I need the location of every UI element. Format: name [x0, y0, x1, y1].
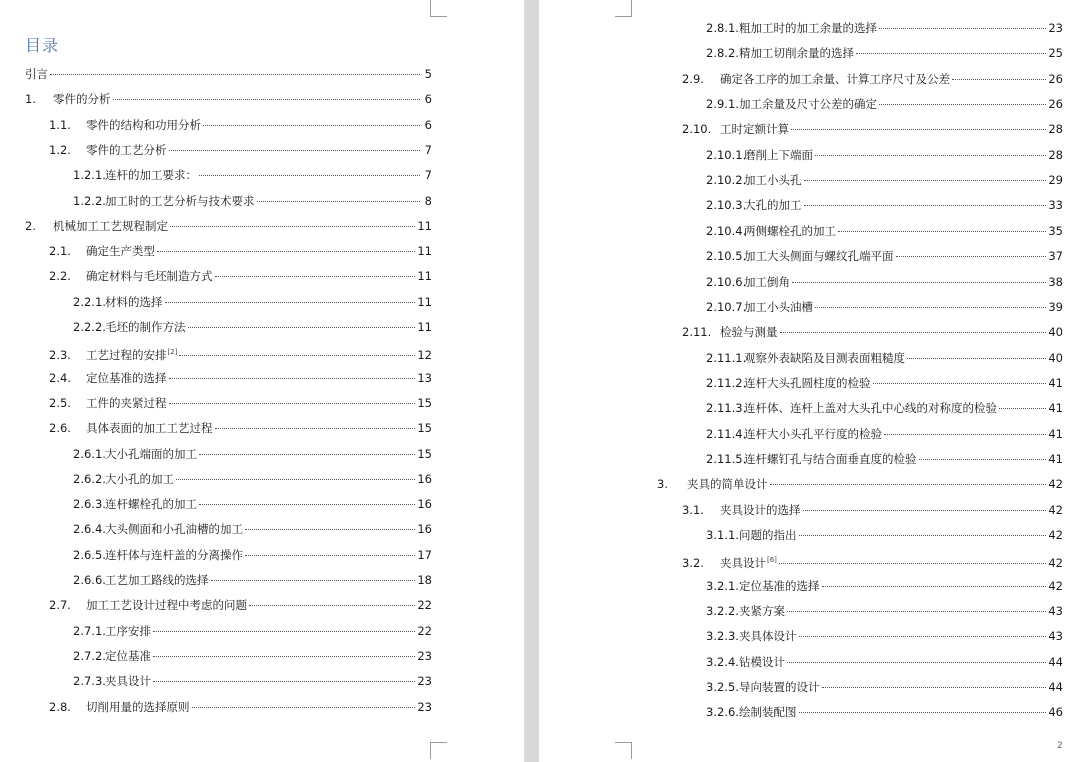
- toc-entry[interactable]: [682, 70, 1063, 88]
- dot-leader: [188, 326, 416, 328]
- crop-mark: [430, 0, 447, 17]
- dot-leader: [804, 204, 1047, 206]
- dot-leader: [815, 306, 1046, 308]
- toc-entry-number: 2.6.: [49, 421, 71, 436]
- toc-entry[interactable]: [49, 267, 432, 285]
- dot-leader: [113, 98, 421, 100]
- toc-entry-number: 2.11.: [682, 325, 712, 340]
- toc-entry-page-number: 22: [417, 623, 432, 638]
- toc-entry-page-number: 7: [424, 142, 432, 157]
- page-number: 2: [1057, 741, 1063, 751]
- toc-entry[interactable]: [73, 166, 432, 184]
- toc-entry[interactable]: [706, 349, 1063, 367]
- toc-entry-number: 2.4.: [49, 370, 71, 385]
- toc-entry[interactable]: [706, 374, 1063, 392]
- toc-entry-number: 2.2.: [49, 269, 71, 284]
- toc-entry-title: 两侧螺栓孔的加工: [744, 223, 836, 238]
- toc-entry[interactable]: [25, 65, 432, 83]
- toc-entry-title: 导向装置的设计: [739, 680, 820, 695]
- toc-entry-number: 1.1.: [49, 117, 71, 132]
- toc-entry-page-number: 22: [417, 598, 432, 613]
- toc-entry-number: 2.11.4.: [706, 426, 747, 441]
- toc-entry-number: 3.: [657, 477, 668, 492]
- toc-entry-page-number: 15: [417, 421, 432, 436]
- toc-entry-page-number: 15: [417, 446, 432, 461]
- toc-entry-number: 2.10.5.: [706, 249, 747, 264]
- toc-entry-title: 大头侧面和小孔油槽的加工: [105, 522, 243, 537]
- dot-leader: [856, 52, 1046, 54]
- toc-entry-page-number: 25: [1048, 46, 1063, 61]
- toc-entry[interactable]: [706, 273, 1063, 291]
- dot-leader: [199, 453, 415, 455]
- toc-entry[interactable]: [706, 526, 1063, 544]
- toc-entry-number: 3.1.1.: [706, 528, 739, 542]
- toc-entry-number: 2.10.6.: [706, 274, 747, 289]
- toc-entry-page-number: 43: [1048, 629, 1063, 644]
- citation-marker: [6]: [767, 556, 777, 565]
- toc-entry-title: 问题的指出: [739, 528, 797, 542]
- dot-leader: [165, 301, 416, 303]
- toc-entry-title: 引言: [25, 67, 48, 81]
- toc-entry-number: 2.11.3.: [706, 401, 747, 416]
- toc-entry-title: 磨削上下端面: [744, 147, 813, 162]
- dot-leader: [804, 179, 1047, 181]
- toc-entry-page-number: 11: [417, 294, 432, 309]
- toc-entry-number: 2.8.: [49, 699, 71, 714]
- toc-entry-page-number: 16: [417, 471, 432, 486]
- toc-entry-page-number: 6: [424, 117, 432, 132]
- toc-entry-number: 3.2.5.: [706, 680, 739, 695]
- dot-leader: [169, 402, 416, 404]
- toc-entry-number: 1.2.: [49, 142, 71, 157]
- toc-entry-title: 加工工艺设计过程中考虑的问题: [86, 598, 247, 613]
- toc-entry-page-number: 40: [1048, 350, 1063, 365]
- dot-leader: [780, 331, 1047, 333]
- toc-entry-number: 2.: [25, 218, 36, 233]
- toc-entry-number: 2.10.4.: [706, 223, 747, 238]
- toc-entry[interactable]: [706, 222, 1063, 240]
- toc-entry-title: 机械加工工艺规程制定: [53, 218, 168, 233]
- toc-entry-page-number: 33: [1048, 198, 1063, 213]
- toc-entry-number: 2.1.: [49, 244, 71, 259]
- dot-leader: [203, 124, 420, 126]
- toc-entry-title: 绘制装配图: [739, 705, 797, 720]
- toc-entry-title: 加工小头油槽: [744, 299, 813, 314]
- toc-entry-page-number: 43: [1048, 604, 1063, 619]
- toc-entry-page-number: 11: [417, 244, 432, 259]
- toc-entry-page-number: 39: [1048, 299, 1063, 314]
- toc-entry[interactable]: [73, 445, 432, 463]
- toc-entry-title: 材料的选择: [105, 294, 163, 309]
- dot-leader: [245, 528, 415, 530]
- toc-entry[interactable]: [25, 217, 432, 235]
- toc-entry-page-number: 42: [1048, 528, 1063, 542]
- dot-leader: [799, 635, 1047, 637]
- toc-entry-number: 2.8.1.: [706, 21, 739, 35]
- toc-entry[interactable]: [73, 647, 432, 665]
- toc-entry[interactable]: [657, 475, 1063, 493]
- toc-entry[interactable]: [73, 470, 432, 488]
- toc-entry-title: 工序安排: [105, 623, 151, 638]
- toc-entry-number: 3.2.6.: [706, 705, 739, 720]
- toc-entry[interactable]: [49, 419, 432, 437]
- toc-entry-title: 夹具设计的选择: [720, 502, 801, 517]
- toc-entry-title: 钻模设计: [739, 654, 785, 669]
- dot-leader: [799, 711, 1047, 713]
- crop-mark: [430, 742, 447, 759]
- toc-entry-number: 2.6.4.: [73, 522, 106, 537]
- toc-entry-page-number: 41: [1048, 426, 1063, 441]
- citation-marker: [2]: [167, 348, 178, 357]
- toc-entry-title: 零件的工艺分析: [86, 142, 167, 157]
- dot-leader: [215, 275, 416, 277]
- dot-leader: [179, 354, 415, 356]
- dot-leader: [879, 103, 1046, 105]
- toc-entry-page-number: 23: [1048, 21, 1063, 35]
- toc-entry-number: 2.11.5.: [706, 451, 747, 466]
- toc-entry[interactable]: [706, 19, 1063, 37]
- toc-entry-page-number: 26: [1048, 71, 1063, 86]
- toc-entry[interactable]: [682, 501, 1063, 519]
- toc-entry-title: 工件的夹紧过程: [86, 395, 167, 410]
- toc-entry-number: 1.: [25, 92, 36, 107]
- dot-leader: [199, 503, 415, 505]
- toc-entry-title: 连杆体、连杆上盖对大头孔中心线的对称度的检验: [744, 401, 997, 416]
- toc-entry-title: 确定生产类型: [86, 244, 155, 259]
- dot-leader: [157, 250, 415, 252]
- dot-leader: [822, 686, 1047, 688]
- toc-entry-number: 2.6.6.: [73, 573, 106, 587]
- toc-entry-page-number: 5: [424, 67, 432, 81]
- toc-entry[interactable]: [49, 698, 432, 716]
- toc-entry[interactable]: [49, 242, 432, 260]
- toc-entry-number: 2.11.1.: [706, 350, 747, 365]
- toc-entry-title: 零件的结构和功用分析: [86, 117, 201, 132]
- toc-entry-page-number: 28: [1048, 122, 1063, 137]
- toc-entry[interactable]: [706, 577, 1063, 595]
- toc-entry-number: 3.2.: [682, 556, 704, 571]
- toc-entry[interactable]: [73, 520, 432, 538]
- dot-leader: [169, 149, 421, 151]
- toc-entry-page-number: 42: [1048, 578, 1063, 593]
- toc-entry-number: 2.6.2.: [73, 471, 106, 486]
- toc-entry[interactable]: [73, 571, 432, 589]
- dot-leader: [199, 174, 420, 176]
- toc-entry[interactable]: [706, 247, 1063, 265]
- dot-leader: [919, 458, 1047, 460]
- toc-entry[interactable]: [682, 551, 1063, 569]
- toc-entry[interactable]: [706, 450, 1063, 468]
- toc-entry-title: 工艺加工路线的选择: [105, 573, 209, 587]
- toc-entry-title: 零件的分析: [53, 92, 111, 107]
- toc-entry-page-number: 11: [417, 269, 432, 284]
- toc-entry-page-number: 44: [1048, 680, 1063, 695]
- toc-entry-page-number: 44: [1048, 654, 1063, 669]
- toc-entry-number: 2.3.: [49, 348, 71, 363]
- toc-entry-number: 2.2.1.: [73, 294, 106, 309]
- dot-leader: [791, 128, 1046, 130]
- toc-entry-title: 加工时的工艺分析与技术要求: [105, 193, 255, 208]
- toc-entry-number: 2.11.2.: [706, 375, 747, 390]
- toc-entry-number: 2.6.1.: [73, 446, 106, 461]
- toc-entry[interactable]: [25, 90, 432, 108]
- toc-entry[interactable]: [682, 120, 1063, 138]
- toc-entry-number: 1.2.2.: [73, 193, 106, 208]
- toc-entry-number: 3.2.2.: [706, 604, 739, 619]
- toc-entry-title: 夹具设计: [105, 674, 151, 689]
- dot-leader: [153, 630, 415, 632]
- toc-entry-title: 连杆大头孔圆柱度的检验: [744, 375, 871, 390]
- toc-entry-title: 连杆螺钉孔与结合面垂直度的检验: [744, 451, 917, 466]
- toc-entry-number: 2.7.: [49, 598, 71, 613]
- toc-entry-title: 定位基准的选择: [86, 370, 167, 385]
- toc-entry-title: 大小孔的加工: [105, 471, 174, 486]
- toc-entry-number: 2.9.1.: [706, 97, 739, 112]
- toc-heading: 目录: [25, 36, 60, 55]
- toc-entry-page-number: 23: [417, 699, 432, 714]
- toc-entry[interactable]: [706, 44, 1063, 62]
- dot-leader: [257, 200, 421, 202]
- toc-entry-title: 毛坯的制作方法: [105, 320, 186, 334]
- toc-entry[interactable]: [73, 293, 432, 311]
- dot-leader: [779, 562, 1046, 564]
- toc-entry[interactable]: [49, 343, 432, 361]
- toc-entry-page-number: 42: [1048, 502, 1063, 517]
- dot-leader: [999, 407, 1046, 409]
- toc-entry[interactable]: [73, 192, 432, 210]
- toc-entry-page-number: 41: [1048, 401, 1063, 416]
- dot-leader: [873, 382, 1047, 384]
- toc-entry[interactable]: [73, 672, 432, 690]
- toc-entry[interactable]: [49, 141, 432, 159]
- toc-entry-number: 2.7.1.: [73, 623, 106, 638]
- toc-entry-number: 3.1.: [682, 502, 704, 517]
- toc-entry[interactable]: [706, 653, 1063, 671]
- dot-leader: [211, 579, 416, 581]
- toc-entry-number: 2.7.3.: [73, 674, 106, 689]
- toc-entry-title: 连杆螺栓孔的加工: [105, 497, 197, 512]
- toc-entry-title: 工时定额计算: [720, 122, 789, 137]
- dot-leader: [799, 534, 1047, 536]
- toc-entry-number: 2.10.2.: [706, 173, 747, 188]
- toc-entry[interactable]: [706, 678, 1063, 696]
- dot-leader: [879, 27, 1046, 29]
- dot-leader: [170, 225, 415, 227]
- toc-entry-page-number: 16: [417, 497, 432, 512]
- toc-entry-number: 2.10.1.: [706, 147, 747, 162]
- toc-entry-number: 2.5.: [49, 395, 71, 410]
- document-page-right: [539, 0, 1081, 762]
- toc-entry-page-number: 40: [1048, 325, 1063, 340]
- toc-entry-title: 确定材料与毛坯制造方式: [86, 269, 213, 284]
- toc-entry-number: 2.9.: [682, 71, 704, 86]
- dot-leader: [815, 154, 1046, 156]
- dot-leader: [884, 433, 1046, 435]
- toc-entry[interactable]: [706, 196, 1063, 214]
- dot-leader: [803, 509, 1047, 511]
- toc-entry-title: 连杆体与连杆盖的分离操作: [105, 547, 243, 562]
- page-gutter: [524, 0, 539, 762]
- toc-entry-page-number: 42: [1048, 477, 1063, 492]
- toc-entry[interactable]: [706, 602, 1063, 620]
- toc-entry-page-number: 29: [1048, 173, 1063, 188]
- toc-entry-page-number: 17: [417, 547, 432, 562]
- toc-entry[interactable]: [49, 394, 432, 412]
- toc-entry[interactable]: [682, 323, 1063, 341]
- toc-entry-page-number: 11: [417, 320, 432, 334]
- toc-entry-title: 工艺过程的安排[2]: [86, 348, 178, 363]
- toc-entry-number: 2.8.2.: [706, 46, 739, 61]
- toc-entry-number: 3.2.1.: [706, 578, 739, 593]
- toc-entry[interactable]: [73, 495, 432, 513]
- toc-entry-number: 3.2.4.: [706, 654, 739, 669]
- toc-entry-page-number: 46: [1048, 705, 1063, 720]
- dot-leader: [245, 554, 415, 556]
- toc-entry[interactable]: [73, 318, 432, 336]
- toc-entry-page-number: 6: [424, 92, 432, 107]
- toc-entry-title: 大小孔端面的加工: [105, 446, 197, 461]
- toc-entry[interactable]: [706, 298, 1063, 316]
- toc-entry-page-number: 16: [417, 522, 432, 537]
- toc-entry-number: 2.7.2.: [73, 648, 106, 663]
- toc-entry-number: 2.10.: [682, 122, 712, 137]
- toc-entry-title: 具体表面的加工工艺过程: [86, 421, 213, 436]
- toc-entry-title: 定位基准的选择: [739, 578, 820, 593]
- toc-entry-number: 2.6.3.: [73, 497, 106, 512]
- toc-entry-page-number: 38: [1048, 274, 1063, 289]
- toc-entry-title: 加工余量及尺寸公差的确定: [739, 97, 877, 112]
- toc-entry-page-number: 13: [417, 370, 432, 385]
- toc-entry[interactable]: [706, 171, 1063, 189]
- toc-entry-page-number: 28: [1048, 147, 1063, 162]
- dot-leader: [153, 655, 415, 657]
- toc-entry[interactable]: [49, 596, 432, 614]
- toc-entry-title: 大孔的加工: [744, 198, 802, 213]
- dot-leader: [169, 377, 416, 379]
- dot-leader: [792, 281, 1046, 283]
- toc-entry[interactable]: [49, 369, 432, 387]
- document-page-left: [0, 0, 524, 762]
- dot-leader: [838, 230, 1046, 232]
- toc-entry-page-number: 18: [417, 573, 432, 587]
- toc-entry-title: 加工大头侧面与螺纹孔端平面: [744, 249, 894, 264]
- toc-entry[interactable]: [73, 622, 432, 640]
- toc-entry-page-number: 11: [417, 218, 432, 233]
- dot-leader: [249, 604, 415, 606]
- toc-entry-page-number: 41: [1048, 375, 1063, 390]
- toc-entry-title: 精加工切削余量的选择: [739, 46, 854, 61]
- toc-entry-title: 确定各工序的加工余量、计算工序尺寸及公差: [720, 71, 950, 86]
- dot-leader: [787, 661, 1046, 663]
- dot-leader: [907, 357, 1046, 359]
- toc-entry-title: 观察外表缺陷及目测表面粗糙度: [744, 350, 905, 365]
- toc-entry[interactable]: [706, 399, 1063, 417]
- toc-entry-title: 夹紧方案: [739, 604, 785, 619]
- dot-leader: [770, 483, 1047, 485]
- toc-entry[interactable]: [49, 116, 432, 134]
- toc-entry-title: 加工倒角: [744, 274, 790, 289]
- toc-entry-title: 夹具体设计: [739, 629, 797, 644]
- toc-entry-title: 检验与测量: [720, 325, 778, 340]
- crop-mark: [615, 742, 632, 759]
- toc-entry-number: 2.6.5.: [73, 547, 106, 562]
- dot-leader: [176, 478, 415, 480]
- toc-entry[interactable]: [706, 95, 1063, 113]
- dot-leader: [215, 427, 416, 429]
- dot-leader: [896, 255, 1047, 257]
- dot-leader: [153, 680, 415, 682]
- toc-entry[interactable]: [706, 425, 1063, 443]
- toc-entry-page-number: 35: [1048, 223, 1063, 238]
- dot-leader: [952, 78, 1046, 80]
- toc-entry-title: 加工小头孔: [744, 173, 802, 188]
- dot-leader: [192, 706, 416, 708]
- toc-entry-page-number: 37: [1048, 249, 1063, 264]
- toc-entry-title: 切削用量的选择原则: [86, 699, 190, 714]
- toc-entry-number: 3.2.3.: [706, 629, 739, 644]
- toc-entry-page-number: 42: [1048, 556, 1063, 571]
- toc-entry-number: 2.2.2.: [73, 320, 106, 334]
- toc-entry-title: 粗加工时的加工余量的选择: [739, 21, 877, 35]
- toc-entry-page-number: 7: [424, 168, 432, 183]
- toc-entry-number: 2.10.3.: [706, 198, 747, 213]
- toc-entry-page-number: 8: [424, 193, 432, 208]
- toc-entry[interactable]: [706, 703, 1063, 721]
- dot-leader: [787, 610, 1046, 612]
- crop-mark: [615, 0, 632, 17]
- toc-entry-page-number: 15: [417, 395, 432, 410]
- toc-entry-page-number: 26: [1048, 97, 1063, 112]
- toc-entry-number: 2.10.7.: [706, 299, 747, 314]
- toc-entry-page-number: 23: [417, 648, 432, 663]
- toc-entry-title: 连杆的加工要求：: [105, 168, 197, 183]
- toc-entry-title: 定位基准: [105, 648, 151, 663]
- toc-entry-page-number: 23: [417, 674, 432, 689]
- toc-entry[interactable]: [706, 627, 1063, 645]
- toc-entry-page-number: 12: [417, 348, 432, 363]
- dot-leader: [822, 585, 1047, 587]
- toc-entry-title: 夹具设计[6]: [720, 556, 777, 571]
- toc-entry[interactable]: [73, 546, 432, 564]
- toc-entry-title: 夹具的简单设计: [687, 477, 768, 492]
- toc-entry[interactable]: [706, 146, 1063, 164]
- toc-entry-number: 1.2.1.: [73, 168, 106, 183]
- toc-entry-title: 连杆大小头孔平行度的检验: [744, 426, 882, 441]
- dot-leader: [50, 73, 420, 75]
- toc-entry-page-number: 41: [1048, 451, 1063, 466]
